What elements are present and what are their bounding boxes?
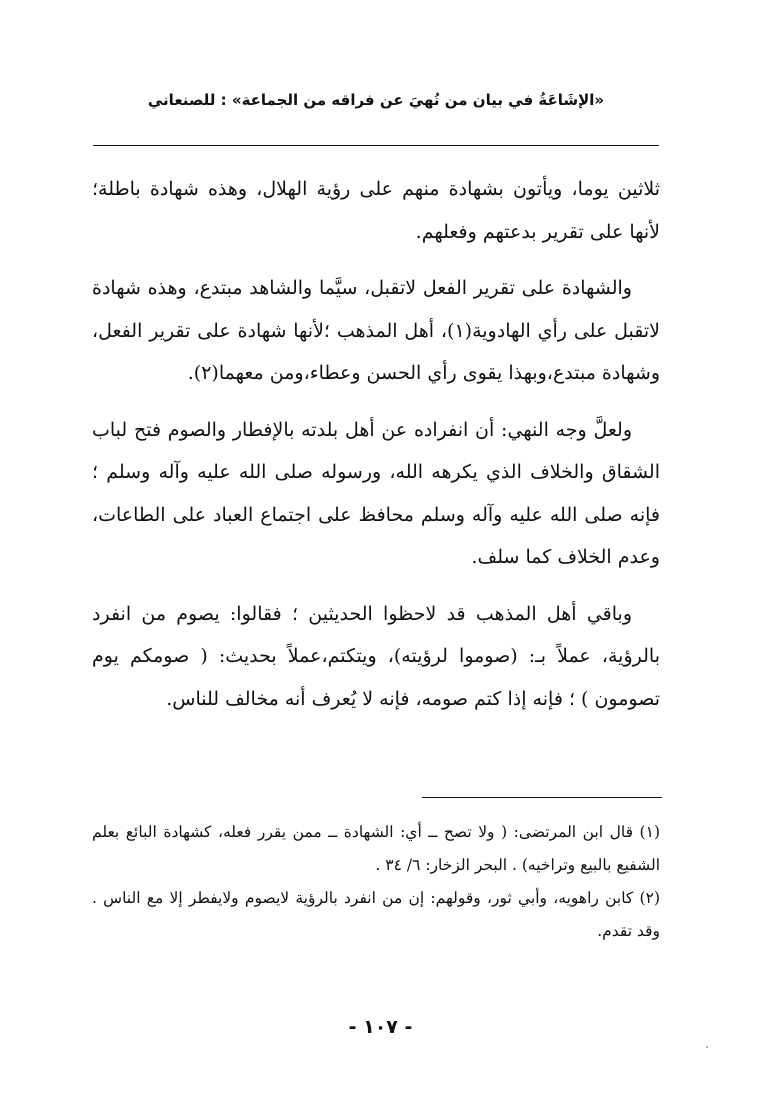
paragraph: وباقي أهل المذهب قد لاحظوا الحديثين ؛ فقالوا: يصوم من انفرد بالرؤية، عملاً بـ: (صوموا لرؤيته)، ويتكتم،عملاً بحديث: ( صومكم يوم تصومون ) ؛ فإنه إذا كتم صومه، فإنه لا يُعرف أنه مخالف للناس. (92, 602, 660, 710)
footnote-rule (422, 797, 662, 798)
footnotes (92, 816, 660, 948)
main-text (92, 168, 660, 734)
running-header: «الإشَاعَةُ في بيان من نُهيَ عن فراقه من الجماعة» : للصنعاني (147, 91, 605, 109)
page-number: - ١٠٧ - (348, 1016, 413, 1038)
footnote: (١) قال ابن المرتضى: ( ولا تصح ــ أي: الشهادة ــ ممن يقرر فعله، كشهادة البائع بعلم الشفيع بالبيع وتراخيه) . البحر الزخار: ٦/ ٣٤ . (92, 823, 660, 874)
header-rule (93, 145, 659, 146)
paragraph: ولعلَّ وجه النهي: أن انفراده عن أهل بلدته بالإفطار والصوم فتح لباب الشقاق والخلاف الذي يكرهه الله، ورسوله صلى الله عليه وآله وسلم ؛ فإنه صلى الله عليه وآله وسلم محافظ على اجتماع العباد على الطاعات، وعدم الخلاف كما سلف. (92, 418, 660, 568)
paragraph: ثلاثين يوما، ويأتون بشهادة منهم على رؤية الهلال، وهذه شهادة باطلة؛ لأنها على تقرير بدعتهم وفعلهم. (92, 178, 660, 243)
paragraph: والشهادة على تقرير الفعل لاتقبل، سيَّما والشاهد مبتدع، وهذه شهادة لاتقبل على رأي الهادوية(١)، أهل المذهب ؛لأنها شهادة على تقرير الفعل، وشهادة مبتدع،وبهذا يقوى رأي الحسن وعطاء،ومن معهما(٢). (92, 277, 660, 384)
scan-speck (706, 1046, 708, 1048)
footnote: (٢) كابن راهويه، وأبي ثور، وقولهم: إن من انفرد بالرؤية لايصوم ولايفطر إلا مع الناس . وقد تقدم. (92, 889, 660, 940)
